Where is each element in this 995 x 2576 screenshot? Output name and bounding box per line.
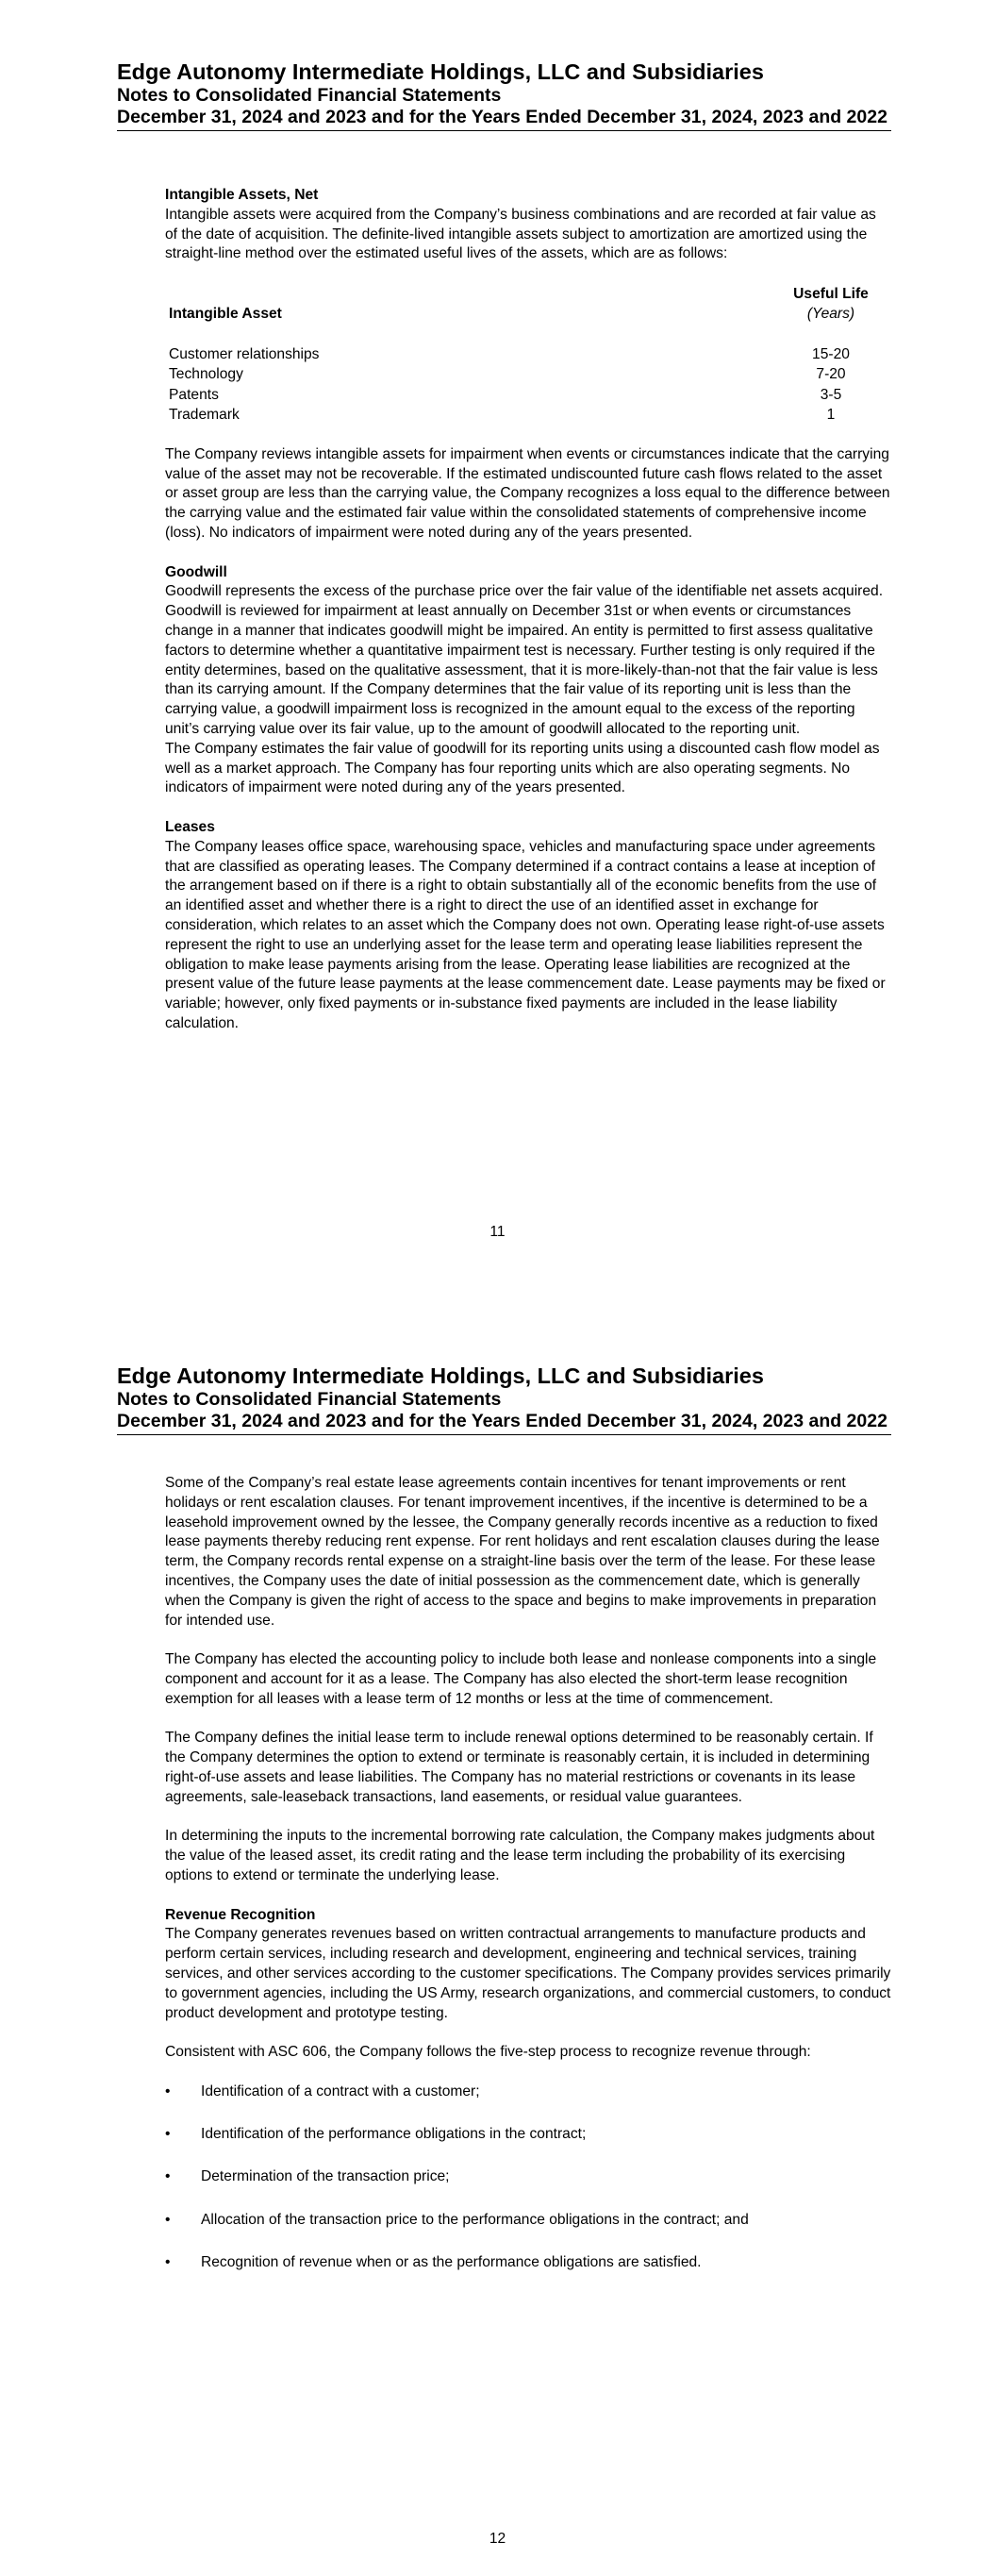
- section-heading-leases: Leases: [165, 818, 215, 835]
- asset-name: Trademark: [169, 407, 240, 424]
- bullet-icon: •: [165, 2126, 171, 2142]
- leases-paragraph: The Company leases office space, warehousing space, vehicles and manufacturing space under agreements that are classified as operating leases. The Company determined if a contract contains a lease at inception of the arrangement based on if there is a right to obtain substantially all of the economic benefits from the use of an identified asset and whether there is a right to direct the use of an identified asset in exchange for consideration, which relates to an asset which the Company does not own. Operating lease right-of-use assets represent the right to use an underlying asset for the lease term and operating lease liabilities represent the obligation to make lease payments arising from the lease. Operating lease liabilities are recognized at the present value of the future lease payments at the lease commencement date. Lease payments may be fixed or variable; however, only fixed payments or in-substance fixed payments are included in the lease liability calculation.: [165, 838, 886, 1031]
- notes-title: Notes to Consolidated Financial Statements: [117, 85, 502, 106]
- table-row: [165, 344, 891, 365]
- page-content: [165, 186, 891, 1034]
- lease-term-paragraph: The Company defines the initial lease term to include renewal options determined to be reasonably certain. If the Company determines the option to extend or terminate is reasonably certain, it is included in determining right-of-use assets and lease liabilities. The Company has no material restrictions or covenants in its lease agreements, sale-leaseback transactions, land easements, or residual value guarantees.: [165, 1730, 873, 1805]
- list-item-text: Identification of a contract with a customer;: [201, 2083, 480, 2099]
- page-number: 12: [489, 2531, 506, 2547]
- company-name: Edge Autonomy Intermediate Holdings, LLC and Subsidiaries: [117, 59, 764, 84]
- period-title: December 31, 2024 and 2023 and for the Years Ended December 31, 2024, 2023 and 2022: [117, 1411, 887, 1431]
- page-header: [117, 1363, 891, 1435]
- asset-life: 15-20: [812, 345, 850, 362]
- useful-life-header: Useful Life: [793, 285, 869, 302]
- section-heading-revenue: Revenue Recognition: [165, 1906, 316, 1923]
- section-heading-intangibles: Intangible Assets, Net: [165, 187, 319, 203]
- asset-name: Customer relationships: [169, 345, 320, 362]
- page-12: [0, 1321, 995, 2576]
- list-item: [165, 2167, 891, 2187]
- company-name: Edge Autonomy Intermediate Holdings, LLC and Subsidiaries: [117, 1363, 764, 1388]
- intangible-asset-header: Intangible Asset: [169, 306, 282, 323]
- borrowing-rate-paragraph: In determining the inputs to the incremental borrowing rate calculation, the Company makes judgments about the value of the leased asset, its credit rating and the lease term including the probability of its exercising options to extend or terminate the underlying lease.: [165, 1828, 875, 1883]
- list-item-text: Determination of the transaction price;: [201, 2168, 450, 2185]
- asset-life: 1: [826, 407, 836, 424]
- page-number: 11: [489, 1224, 506, 1240]
- goodwill-paragraph-1: Goodwill represents the excess of the purchase price over the fair value of the identifiable net assets acquired. Goodwill is reviewed for impairment at least annually on December 31st or when events or circumstances change in a manner that indicates goodwill might be impaired. An entity is permitted to first assess qualitative factors to determine whether a quantitative impairment test is necessary. Further testing is only required if the entity determines, based on the qualitative assessment, that it is more-likely-than-not that the fair value is less than its carrying amount. If the Company determines that the fair value of its reporting unit is less than the carrying value, a goodwill impairment loss is recognized in the amount equal to the excess of the reporting unit’s carrying value over its fair value, up to the amount of goodwill allocated to the reporting unit.: [165, 583, 884, 737]
- bullet-icon: •: [165, 2211, 171, 2228]
- intangibles-impairment-paragraph: The Company reviews intangible assets for impairment when events or circumstances indicate that the carrying value of the asset may not be recoverable. If the estimated undiscounted future cash flows related to the asset or asset group are less than the carrying value, the Company recognizes a loss equal to the difference between the carrying value and the estimated fair value within the consolidated statements of comprehensive income (loss). No indicators of impairment were noted during any of the years presented.: [165, 445, 890, 541]
- page-content: [165, 1474, 891, 2296]
- list-item-text: Recognition of revenue when or as the performance obligations are satisfied.: [201, 2253, 702, 2270]
- list-item: [165, 2083, 891, 2102]
- asset-life: 3-5: [820, 386, 842, 403]
- table-row: [165, 385, 891, 406]
- list-item-text: Identification of the performance obligations in the contract;: [201, 2126, 587, 2142]
- period-title: December 31, 2024 and 2023 and for the Years Ended December 31, 2024, 2023 and 2022: [117, 107, 887, 127]
- list-item-text: Allocation of the transaction price to the performance obligations in the contract; and: [201, 2211, 749, 2228]
- table-row: [165, 364, 891, 385]
- asset-name: Technology: [169, 366, 243, 383]
- table-row: [165, 405, 891, 426]
- goodwill-paragraph-2: The Company estimates the fair value of goodwill for its reporting units using a discounted cash flow model as well as a market approach. The Company has four reporting units which are also operating segments. No indicators of impairment were noted during any of the years presented.: [165, 740, 880, 796]
- page-header: [117, 59, 891, 131]
- bullet-icon: •: [165, 2168, 171, 2185]
- revenue-paragraph-2: Consistent with ASC 606, the Company follows the five-step process to recognize revenue through:: [165, 2044, 811, 2061]
- useful-life-table: [165, 284, 891, 426]
- section-heading-goodwill: Goodwill: [165, 563, 227, 580]
- lease-policy-paragraph: The Company has elected the accounting policy to include both lease and nonlease components into a single component and account for it as a lease. The Company has also elected the short-term lease recognition exemption for all leases with a lease term of 12 months or less at the time of commencement.: [165, 1651, 877, 1707]
- asset-life: 7-20: [816, 366, 846, 383]
- five-step-list: [165, 2083, 891, 2273]
- years-header: (Years): [806, 306, 855, 323]
- list-item: [165, 2125, 891, 2145]
- lease-incentives-paragraph: Some of the Company’s real estate lease agreements contain incentives for tenant improvements or rent holidays or rent escalation clauses. For tenant improvement incentives, if the incentive is determined to be a leasehold improvement owned by the lessee, the Company generally records incentive as a reduction to fixed lease payments thereby reducing rent expense. For rent holidays and rent escalation clauses during the lease term, the Company records rental expense on a straight-line basis over the term of the lease. For these lease incentives, the Company uses the date of initial possession as the commencement date, which is generally when the Company is given the right of access to the space and begins to make improvements in preparation for intended use.: [165, 1475, 880, 1629]
- asset-name: Patents: [169, 386, 219, 403]
- notes-title: Notes to Consolidated Financial Statements: [117, 1389, 502, 1410]
- list-item: [165, 2253, 891, 2273]
- intangibles-intro: Intangible assets were acquired from the Company’s business combinations and are recorded at fair value as of the date of acquisition. The definite-lived intangible assets subject to amortization are amortized using the straight-line method over the estimated useful lives of the assets, which are as follows:: [165, 206, 876, 262]
- revenue-paragraph-1: The Company generates revenues based on written contractual arrangements to manufacture products and perform certain services, including research and development, engineering and technical services, training services, and other services according to the customer specifications. The Company provides services primarily to government agencies, including the US Army, research organizations, and commercial customers, to conduct product development and prototype testing.: [165, 1926, 891, 2021]
- list-item: [165, 2211, 891, 2231]
- bullet-icon: •: [165, 2083, 171, 2099]
- bullet-icon: •: [165, 2253, 171, 2270]
